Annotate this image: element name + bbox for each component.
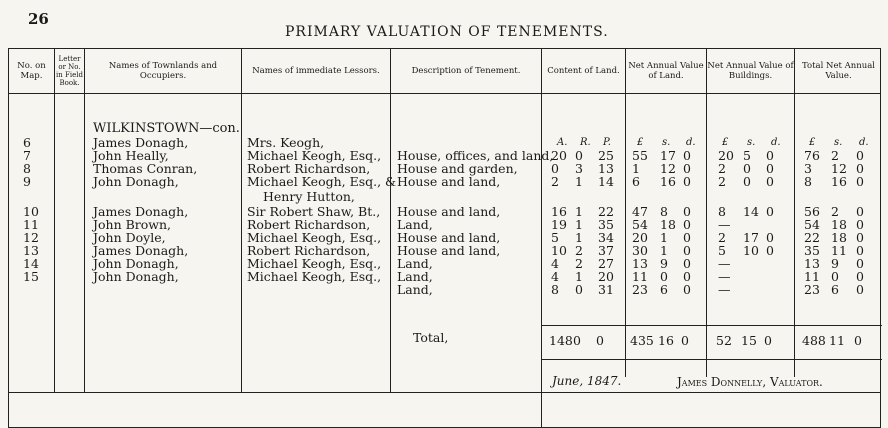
occupier-name: John Donagh, [93, 174, 179, 189]
total-value: 0 [856, 269, 864, 284]
tenement-description: House and garden, [397, 161, 518, 176]
header-lessors: Names of immediate Lessors. [252, 66, 380, 76]
total-label: Total, [413, 330, 449, 345]
content-value: 10 [551, 243, 567, 258]
occupier-name: John Doyle, [93, 230, 166, 245]
header-total-value: Total Net Annual Value. [802, 61, 875, 81]
content-value: 3 [575, 161, 583, 176]
tenement-description: House and land, [397, 204, 501, 219]
total-value: 0 [856, 230, 864, 245]
land-value: 0 [660, 269, 668, 284]
lessor-name: Michael Keogh, Esq., [247, 269, 382, 284]
land-value: 0 [683, 269, 691, 284]
map-number: 11 [23, 217, 39, 232]
map-number: 13 [23, 243, 39, 258]
total-value: 16 [831, 174, 847, 189]
header-letter-ref: Letter or No. in Field Book. [56, 55, 83, 87]
content-value: 1 [575, 230, 583, 245]
unit-pence: d. [859, 137, 869, 148]
bldg-value: — [718, 256, 731, 271]
bldg-value: 0 [766, 174, 774, 189]
valuation-date: June, 1847. [552, 374, 622, 388]
content-value: 0 [575, 148, 583, 163]
total-value: 23 [804, 282, 820, 297]
content-value: 31 [598, 282, 614, 297]
land-value: 47 [632, 204, 648, 219]
total-value: 0 [856, 174, 864, 189]
bldg-value: 0 [766, 204, 774, 219]
lessor-name: Michael Keogh, Esq., [247, 256, 382, 271]
content-value: 34 [598, 230, 614, 245]
tenement-description: House and land, [397, 230, 501, 245]
content-value: 20 [551, 148, 567, 163]
land-value: 0 [683, 243, 691, 258]
content-value: 27 [598, 256, 614, 271]
land-value: 23 [632, 282, 648, 297]
land-value: 0 [683, 148, 691, 163]
lessor-name: Michael Keogh, Esq., [247, 230, 382, 245]
bldg-value: 0 [766, 148, 774, 163]
total-land-value: 0 [681, 333, 689, 348]
content-value: 1 [575, 217, 583, 232]
bldg-value: 14 [743, 204, 759, 219]
total-value: 3 [804, 161, 812, 176]
unit-pounds: £ [637, 137, 644, 148]
content-value: 14 [598, 174, 614, 189]
unit-acres: A. [557, 137, 568, 148]
lessor-name: Michael Keogh, Esq., [247, 148, 382, 163]
valuation-table [8, 48, 881, 428]
bldg-value: — [718, 282, 731, 297]
tenement-description: House and land, [397, 243, 501, 258]
bldg-value: 17 [743, 230, 759, 245]
unit-shillings: s. [834, 137, 843, 148]
content-value: 2 [551, 174, 559, 189]
land-value: 1 [660, 230, 668, 245]
total-bldg-value: 0 [764, 333, 772, 348]
occupier-name: James Donagh, [93, 204, 189, 219]
land-value: 0 [683, 256, 691, 271]
bldg-value: 2 [718, 161, 726, 176]
total-value: 12 [831, 161, 847, 176]
total-land-value: 16 [658, 333, 674, 348]
content-value: 2 [575, 256, 583, 271]
land-value: 6 [660, 282, 668, 297]
bldg-value: 0 [766, 230, 774, 245]
map-number: 14 [23, 256, 39, 271]
occupier-name: John Brown, [93, 217, 172, 232]
total-value: 13 [804, 256, 820, 271]
bldg-value: 8 [718, 204, 726, 219]
total-value: 22 [804, 230, 820, 245]
total-value: 11 [804, 269, 820, 284]
content-value: 25 [598, 148, 614, 163]
land-value: 0 [683, 282, 691, 297]
content-value: 1 [575, 204, 583, 219]
content-value: 5 [551, 230, 559, 245]
bldg-value: 5 [743, 148, 751, 163]
total-land-value: 435 [630, 333, 654, 348]
bldg-value: — [718, 217, 731, 232]
content-value: 0 [575, 282, 583, 297]
lessor-name: Robert Richardson, [247, 217, 371, 232]
total-total-value: 488 [802, 333, 826, 348]
valuator-signature: James Donnelly, Valuator. [677, 375, 823, 389]
total-value: 0 [856, 161, 864, 176]
unit-shillings: s. [747, 137, 756, 148]
land-value: 18 [660, 217, 676, 232]
total-content-value: 0 [573, 333, 581, 348]
lessor-name: Robert Richardson, [247, 243, 371, 258]
bldg-value: 0 [743, 161, 751, 176]
land-value: 13 [632, 256, 648, 271]
map-number: 7 [23, 148, 31, 163]
unit-shillings: s. [662, 137, 671, 148]
total-value: 8 [804, 174, 812, 189]
page-number: 26 [28, 10, 49, 28]
content-value: 2 [575, 243, 583, 258]
land-value: 1 [660, 243, 668, 258]
land-value: 17 [660, 148, 676, 163]
content-value: 35 [598, 217, 614, 232]
unit-pence: d. [686, 137, 696, 148]
tenement-description: Land, [397, 282, 433, 297]
tenement-description: House and land, [397, 174, 501, 189]
total-value: 0 [856, 204, 864, 219]
total-value: 11 [831, 243, 847, 258]
content-value: 1 [575, 174, 583, 189]
bldg-value: 0 [766, 161, 774, 176]
land-value: 0 [683, 230, 691, 245]
header-description: Description of Tenement. [411, 66, 521, 76]
content-value: 16 [551, 204, 567, 219]
land-value: 54 [632, 217, 648, 232]
content-value: 4 [551, 256, 559, 271]
total-content-value: 148 [549, 333, 573, 348]
occupier-name: John Heally, [93, 148, 169, 163]
occupier-name: John Donagh, [93, 269, 179, 284]
tenement-description: Land, [397, 256, 433, 271]
occupier-name: James Donagh, [93, 243, 189, 258]
total-value: 18 [831, 217, 847, 232]
header-land-value: Net Annual Value of Land. [628, 61, 704, 81]
header-no-on-map: No. on Map. [17, 61, 46, 81]
map-number: 8 [23, 161, 31, 176]
unit-perches: P. [603, 137, 611, 148]
bldg-value: 0 [743, 174, 751, 189]
header-buildings-value: Net Annual Value of Buildings. [707, 61, 794, 81]
land-value: 8 [660, 204, 668, 219]
land-value: 1 [632, 161, 640, 176]
total-value: 0 [856, 282, 864, 297]
tenement-description: Land, [397, 217, 433, 232]
unit-pounds: £ [809, 137, 816, 148]
land-value: 55 [632, 148, 648, 163]
occupier-name: Thomas Conran, [93, 161, 198, 176]
occupier-name: John Donagh, [93, 256, 179, 271]
unit-pounds: £ [722, 137, 729, 148]
bldg-value: 2 [718, 230, 726, 245]
occupier-name: James Donagh, [93, 135, 189, 150]
content-value: 0 [551, 161, 559, 176]
map-number: 6 [23, 135, 31, 150]
land-value: 0 [683, 174, 691, 189]
lessor-name: Henry Hutton, [263, 189, 355, 204]
bldg-value: 10 [743, 243, 759, 258]
total-value: 56 [804, 204, 820, 219]
tenement-description: Land, [397, 269, 433, 284]
content-value: 4 [551, 269, 559, 284]
map-number: 9 [23, 174, 31, 189]
total-value: 76 [804, 148, 820, 163]
total-value: 9 [831, 256, 839, 271]
total-bldg-value: 52 [716, 333, 732, 348]
land-value: 30 [632, 243, 648, 258]
total-value: 0 [856, 243, 864, 258]
content-value: 22 [598, 204, 614, 219]
land-value: 16 [660, 174, 676, 189]
bldg-value: 0 [766, 243, 774, 258]
content-value: 20 [598, 269, 614, 284]
total-content-value: 0 [596, 333, 604, 348]
content-value: 37 [598, 243, 614, 258]
total-value: 35 [804, 243, 820, 258]
total-bldg-value: 15 [741, 333, 757, 348]
total-value: 54 [804, 217, 820, 232]
unit-roods: R. [580, 137, 591, 148]
land-value: 20 [632, 230, 648, 245]
total-value: 0 [831, 269, 839, 284]
total-value: 2 [831, 204, 839, 219]
lessor-name: Sir Robert Shaw, Bt., [247, 204, 381, 219]
total-total-value: 0 [854, 333, 862, 348]
header-townlands: Names of Townlands and Occupiers. [108, 61, 218, 81]
total-value: 2 [831, 148, 839, 163]
bldg-value: 2 [718, 174, 726, 189]
header-content: Content of Land. [547, 66, 620, 76]
map-number: 15 [23, 269, 39, 284]
map-number: 10 [23, 204, 39, 219]
lessor-name: Michael Keogh, Esq., & [247, 174, 397, 189]
bldg-value: 5 [718, 243, 726, 258]
tenement-description: House, offices, and land, [397, 148, 554, 163]
land-value: 6 [632, 174, 640, 189]
lessor-name: Robert Richardson, [247, 161, 371, 176]
bldg-value: 20 [718, 148, 734, 163]
land-value: 9 [660, 256, 668, 271]
total-total-value: 11 [829, 333, 845, 348]
page-title: PRIMARY VALUATION OF TENEMENTS. [285, 24, 609, 40]
content-value: 19 [551, 217, 567, 232]
total-value: 0 [856, 148, 864, 163]
map-number: 12 [23, 230, 39, 245]
total-value: 6 [831, 282, 839, 297]
bldg-value: — [718, 269, 731, 284]
content-value: 8 [551, 282, 559, 297]
land-value: 12 [660, 161, 676, 176]
total-value: 0 [856, 217, 864, 232]
land-value: 0 [683, 204, 691, 219]
townland-name: WILKINSTOWN—con. [93, 121, 240, 136]
total-value: 18 [831, 230, 847, 245]
total-value: 0 [856, 256, 864, 271]
content-value: 1 [575, 269, 583, 284]
land-value: 11 [632, 269, 648, 284]
content-value: 13 [598, 161, 614, 176]
unit-pence: d. [771, 137, 781, 148]
land-value: 0 [683, 217, 691, 232]
lessor-name: Mrs. Keogh, [247, 135, 325, 150]
land-value: 0 [683, 161, 691, 176]
